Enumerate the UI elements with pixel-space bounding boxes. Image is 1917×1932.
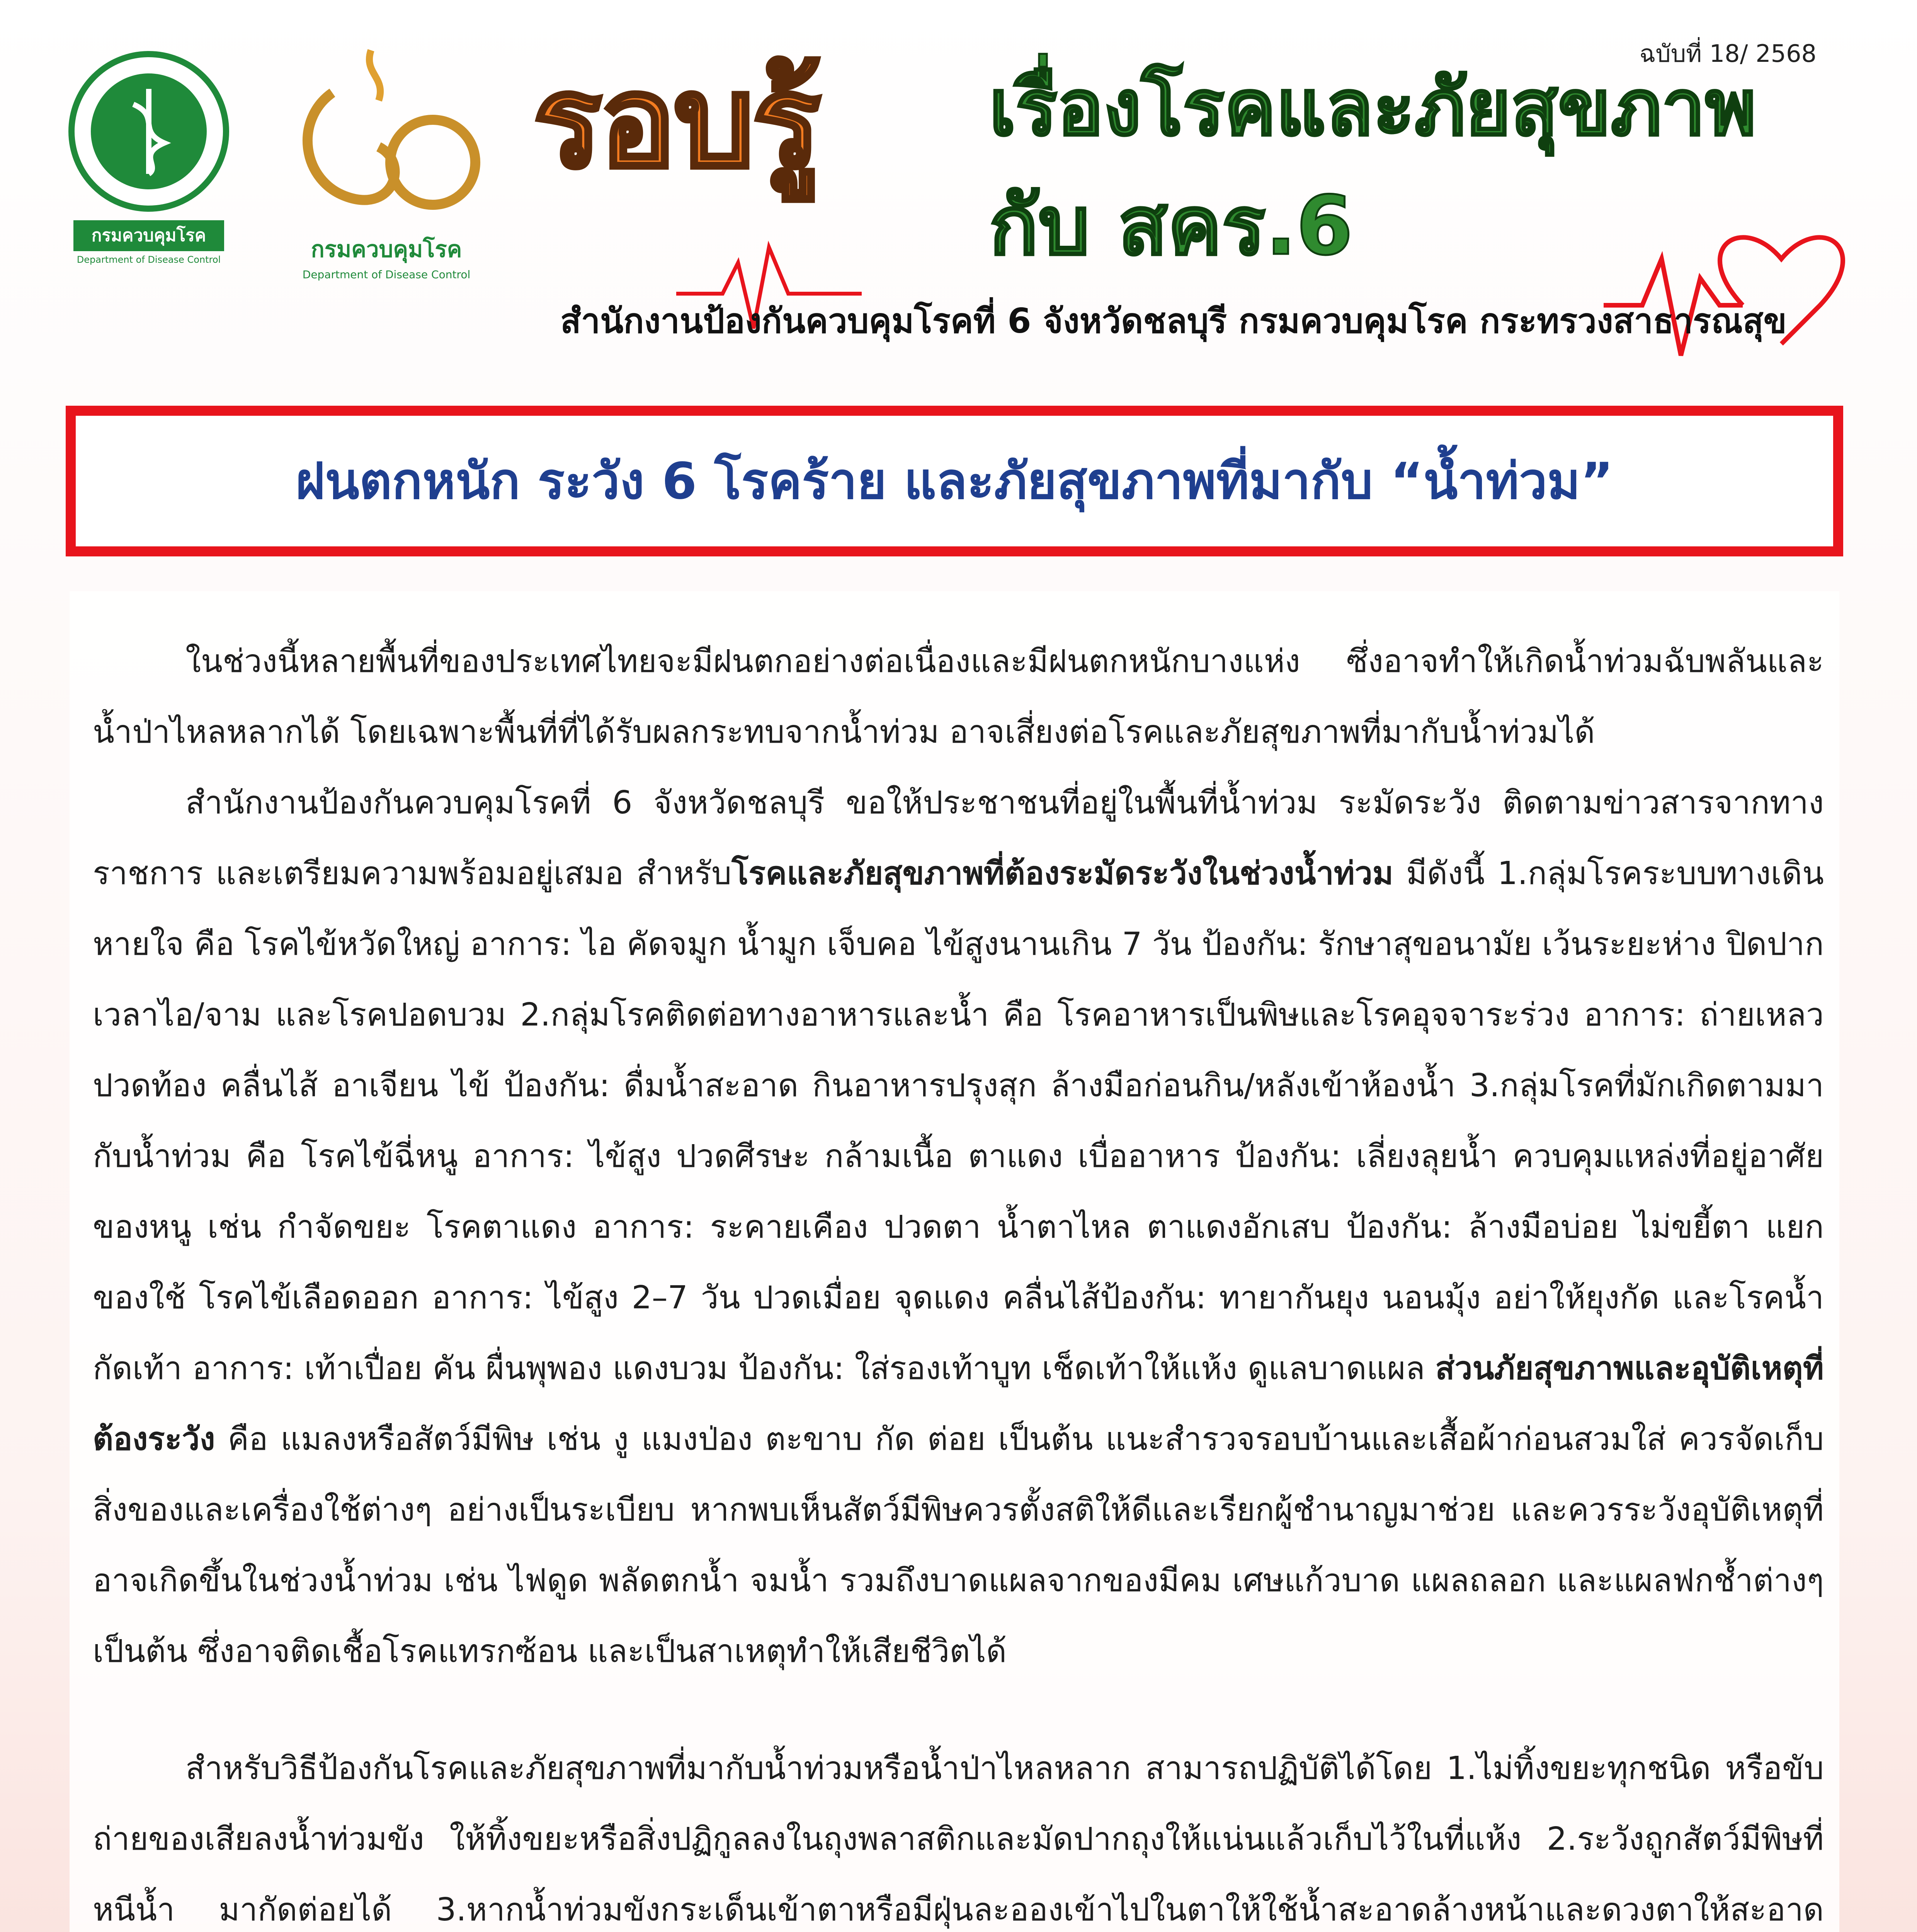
paragraph-prevention: สำหรับวิธีป้องกันโรคและภัยสุขภาพที่มากับน้ำท่วมหรือน้ำป่าไหลหลาก สามารถปฏิบัติได้โดย 1.ไม่ทิ้งขยะทุกชนิด หรือขับถ่ายของเสียลงน้ำท่วมขัง ให้ทิ้งขยะหรือสิ่งปฏิกูลลงในถุงพลาสติกและมัดปากถุงให้แน่นแล้วเก็บไว้ในที่แห้ง 2.ระวังถูกสัตว์มีพิษที่หนีน้ำ มากัดต่อยได้ 3.หากน้ำท่วมขังกระเด็นเข้าตาหรือมีฝุ่นละอองเข้าไปในตาให้ใช้น้ำสะอาดล้างหน้าและดวงตาให้สะอาด [93, 1750, 1824, 1928]
diseases-text-2: มีดังนี้ 1.กลุ่มโรคระบบทางเดินหายใจ คือ โรคไข้หวัดใหญ่ อาการ: ไอ คัดจมูก น้ำมูก เจ็บคอ ไข้สูงนานเกิน 7 วัน ป้องกัน: รักษาสุขอนามัย เว้นระยะห่าง ปิดปากเวลาไอ/จาม และโรคปอดบวม 2.กลุ่มโรคติดต่อทางอาหารและน้ำ คือ โรคอาหารเป็นพิษและโรคอุจจาระร่วง อาการ: ถ่ายเหลว ปวดท้อง คลื่นไส้ อาเจียน ไข้ ป้องกัน: ดื่มน้ำสะอาด กินอาหารปรุงสุก ล้างมือก่อนกิน/หลังเข้าห้องน้ำ 3.กลุ่มโรคที่มักเกิดตามมากับน้ำท่วม คือ โรคไข้ฉี่หนู อาการ: ไข้สูง ปวดศีรษะ กล้ามเนื้อ ตาแดง เบื่ออาหาร ป้องกัน: เลี่ยงลุยน้ำ ควบคุมแหล่งที่อยู่อาศัยของหนู เช่น กำจัดขยะ โรคตาแดง อาการ: ระคายเคือง ปวดตา น้ำตาไหล ตาแดงอักเสบ ป้องกัน: ล้างมือบ่อย ไม่ขยี้ตา แยกของใช้ โรคไข้เลือดออก อาการ: ไข้สูง 2–7 วัน ปวดเมื่อย จุดแดง คลื่นไส้ป้องกัน: ทายากันยุง นอนมุ้ง อย่าให้ยุงกัด และโรคน้ำกัดเท้า อาการ: เท้าเปื่อย คัน ผื่นพุพอง แดงบวม ป้องกัน: ใส่รองเท้าบูท เช็ดเท้าให้แห้ง ดูแลบาดแผล [93, 855, 1824, 1387]
moph-logo-en: Department of Disease Control [77, 254, 221, 265]
diseases-heading-bold: โรคและภัยสุขภาพที่ต้องระมัดระวังในช่วงน้ำท่วม [731, 855, 1393, 892]
article-body [93, 626, 1824, 1932]
brand-title: รอบรู้ [533, 48, 819, 196]
paragraph-intro: ในช่วงนี้หลายพื้นที่ของประเทศไทยจะมีฝนตกอย่างต่อเนื่องและมีฝนตกหนักบางแห่ง ซึ่งอาจทำให้เกิดน้ำท่วมฉับพลันและน้ำป่าไหลหลากได้ โดยเฉพาะพื้นที่ที่ได้รับผลกระทบจากน้ำท่วม อาจเสี่ยงต่อโรคและภัยสุขภาพที่มากับน้ำท่วมได้ [93, 643, 1824, 750]
diseases-text-1: สำนักงานป้องกันควบคุมโรคที่ 6 จังหวัดชลบุรี ขอให้ประชาชนที่อยู่ในพื้นที่น้ำท่วม ระมัดระวัง ติดตามข่าวสารจากทางราชการ และเตรียมความพร้อมอยู่เสมอ สำหรับ [93, 784, 1824, 892]
title-box [66, 406, 1843, 556]
header-subtitle: สำนักงานป้องกันควบคุมโรคที่ 6 จังหวัดชลบุรี กรมควบคุมโรค กระทรวงสาธารณสุข [560, 301, 1787, 341]
diseases-text-3: คือ แมลงหรือสัตว์มีพิษ เช่น งู แมงป่อง ตะขาบ กัด ต่อย เป็นต้น แนะสำรวจรอบบ้านและเสื้อผ้าก่อนสวมใส่ ควรจัดเก็บสิ่งของและเครื่องใช้ต่างๆ อย่างเป็นระเบียบ หากพบเห็นสัตว์มีพิษควรตั้งสติให้ดีและเรียกผู้ชำนาญมาช่วย และควรระวังอุบัติเหตุที่อาจเกิดขึ้นในช่วงน้ำท่วม เช่น ไฟดูด พลัดตกน้ำ จมน้ำ รวมถึงบาดแผลจากของมีคม เศษแก้วบาด แผลถลอก และแผลฟกช้ำต่างๆ เป็นต้น ซึ่งอาจติดเชื้อโรคแทรกซ้อน และเป็นสาเหตุทำให้เสียชีวิตได้ [93, 1421, 1824, 1670]
moph-logo [58, 50, 240, 267]
issue-number: ฉบับที่ 18/ 2568 [1639, 39, 1817, 68]
moph-logo-thai: กรมควบคุมโรค [91, 226, 206, 245]
hazards-heading-bold: ส่วนภัยสุขภาพและอุบัติเหตุที่ต้องระวัง [93, 1350, 1824, 1458]
brand-with: กับ สคร.6 [989, 179, 1353, 273]
article-title: ฝนตกหนัก ระวัง 6 โรคร้าย และภัยสุขภาพที่มากับ “น้ำท่วม” [295, 452, 1614, 510]
ddc-60-anniversary-logo [270, 35, 502, 298]
ddc60-logo-thai: กรมควบคุมโรค [311, 236, 462, 262]
article-content [70, 591, 1839, 1932]
brand-topic: เรื่องโรคและภัยสุขภาพ [989, 63, 1756, 153]
ddc60-logo-en: Department of Disease Control [302, 268, 471, 281]
paragraph-diseases [93, 767, 1824, 1687]
